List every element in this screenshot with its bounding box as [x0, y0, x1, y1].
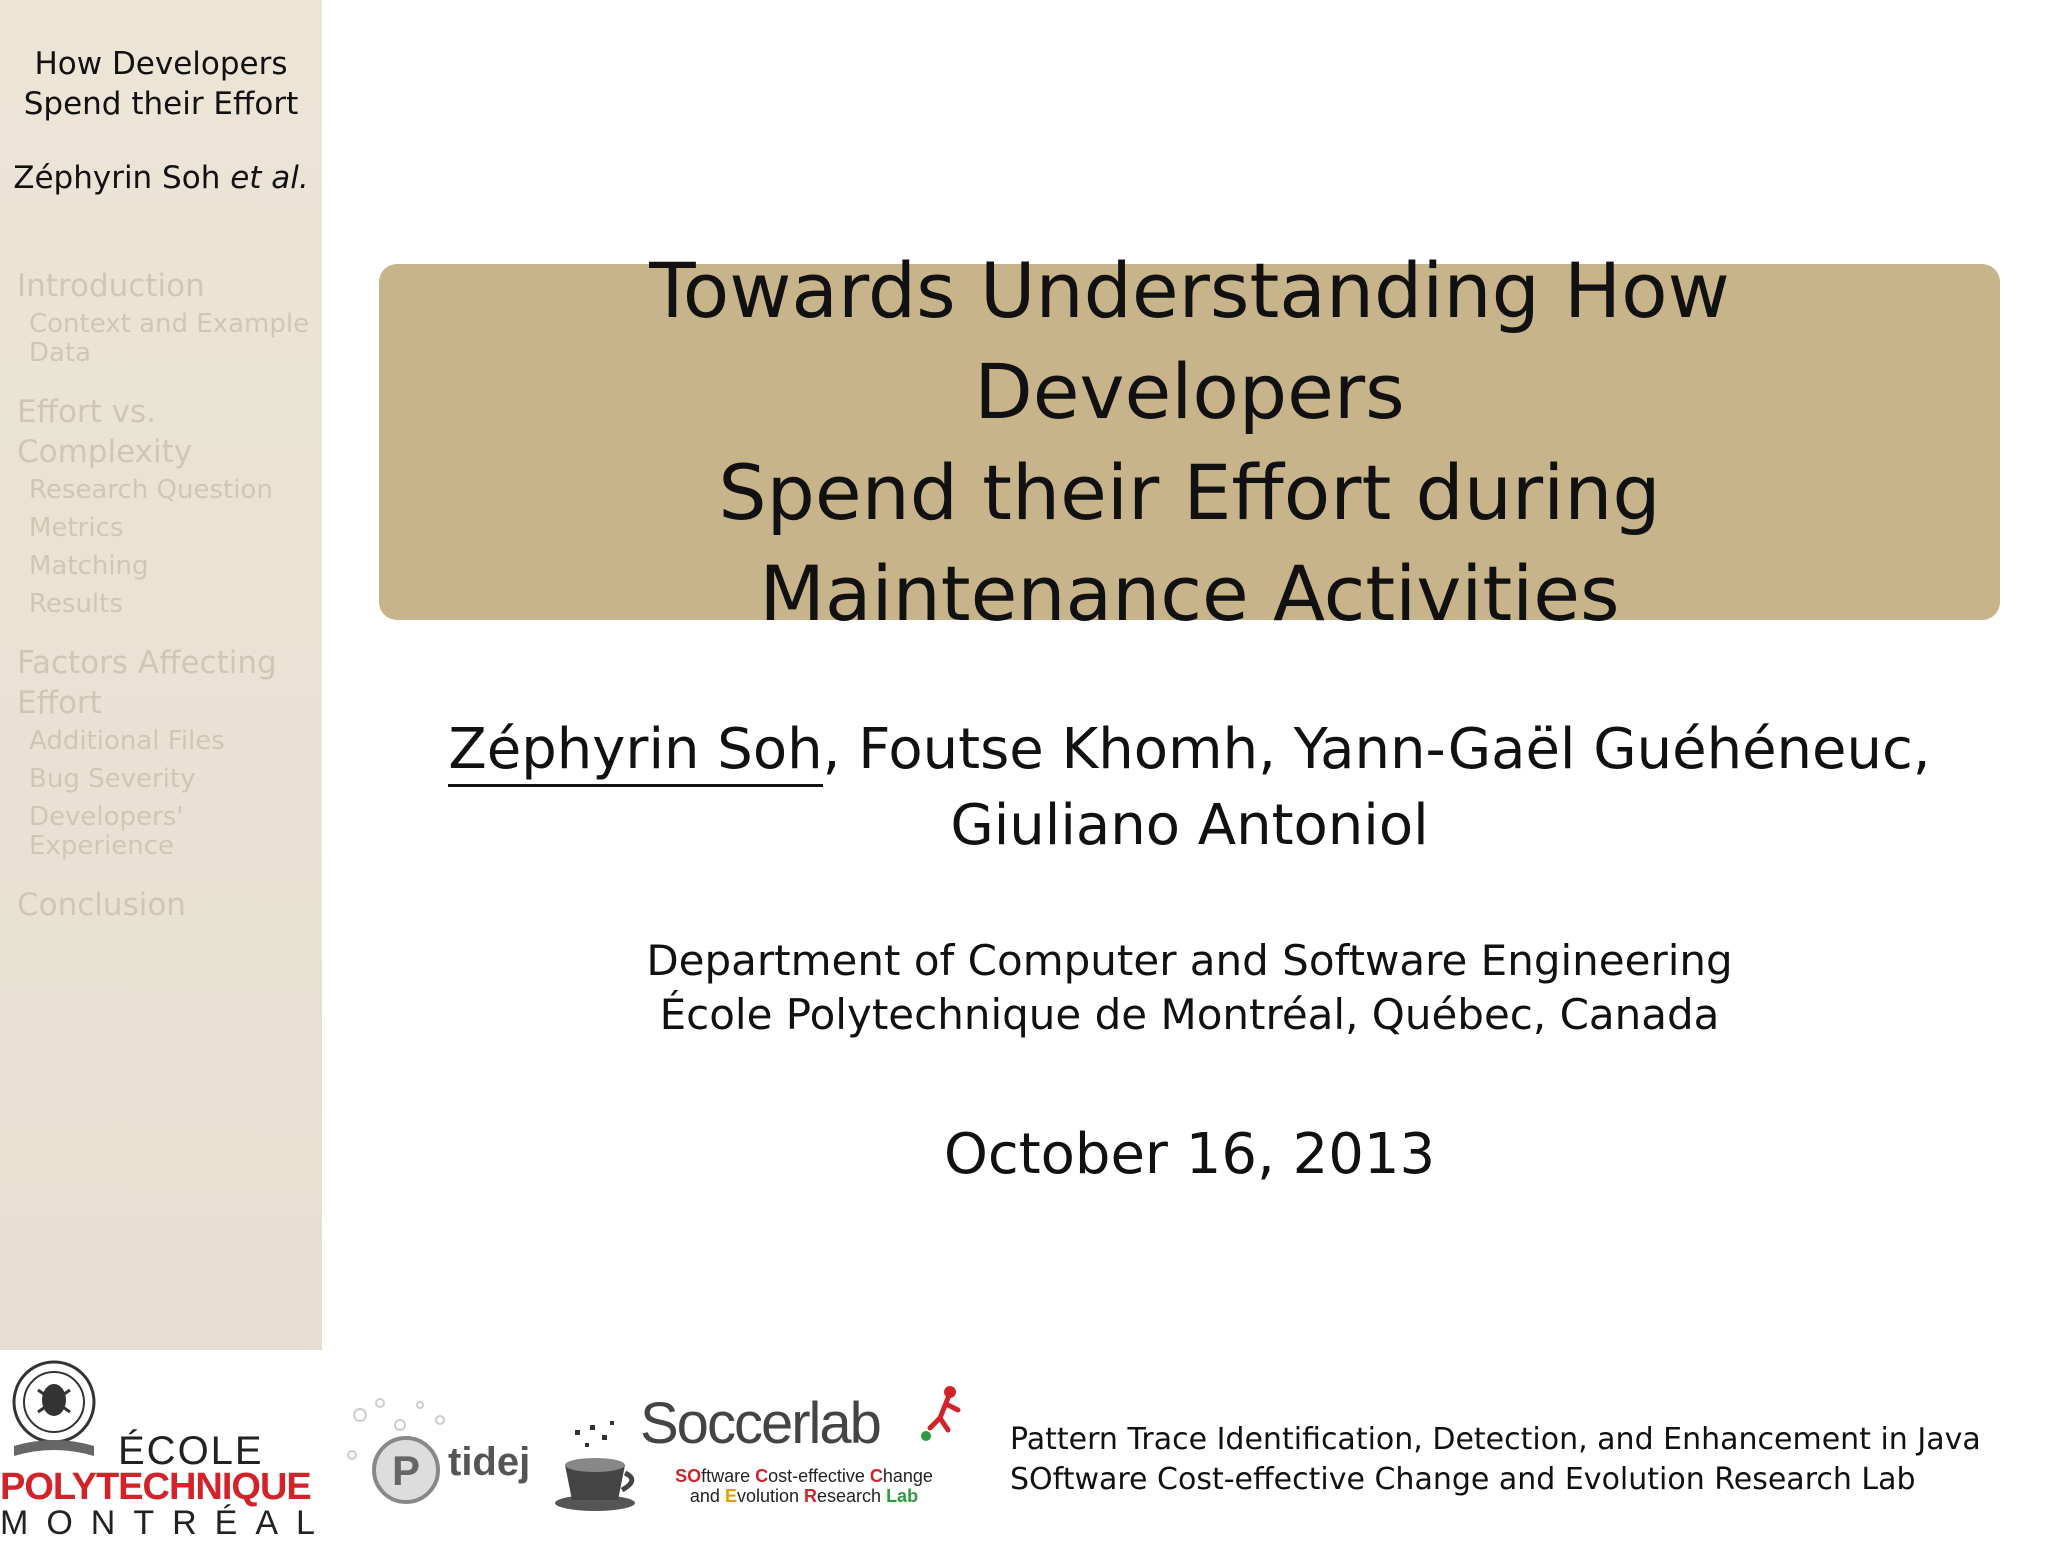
- footer-lab-line2: SOftware Cost-effective Change and Evolution Research Lab: [1010, 1462, 1916, 1497]
- toc-section-label-line2: Complexity: [17, 434, 193, 470]
- ptidej-text: tidej: [448, 1440, 531, 1484]
- slide-title-line2: Spend their Effort during: [718, 448, 1661, 537]
- tag-letter: E: [724, 1486, 737, 1506]
- affiliation-line1: Department of Computer and Software Engineering: [646, 936, 1733, 985]
- footer-lab-line1: Pattern Trace Identification, Detection, and Enhancement in Java: [1010, 1422, 1981, 1457]
- presentation-date: October 16, 2013: [943, 1122, 1436, 1187]
- short-title-line2: Spend their Effort: [23, 86, 299, 122]
- polytechnique-logo: [0, 1354, 333, 1542]
- toc-sub-metrics[interactable]: Metrics: [29, 513, 124, 543]
- soccerlab-name: Soccerlab: [640, 1391, 880, 1456]
- short-author-name: Zéphyrin Soh: [13, 160, 221, 196]
- tag-text: volution: [736, 1486, 805, 1506]
- coauthors-line2: Giuliano Antoniol: [950, 793, 1429, 858]
- sidebar: [0, 0, 322, 1350]
- tag-letter: R: [804, 1486, 818, 1506]
- toc-sub-data[interactable]: Data: [29, 338, 92, 368]
- toc-section-introduction[interactable]: Introduction: [17, 268, 205, 304]
- slide-title-line1: Towards Understanding How Developers: [649, 246, 1730, 436]
- tag-letter: SO: [675, 1466, 702, 1486]
- presenter-name: Zéphyrin Soh: [448, 717, 822, 787]
- authors: [379, 712, 2000, 864]
- soccer-player-icon: [918, 1384, 968, 1444]
- tag-text: and: [689, 1486, 725, 1506]
- ptidej-p-letter: P: [391, 1447, 421, 1494]
- toc-section-label-line1: Factors Affecting: [17, 645, 277, 681]
- short-author: [0, 160, 322, 196]
- toc-section-label-line2: Effort: [17, 685, 102, 721]
- toc-section-label-line1: Effort vs.: [17, 394, 157, 430]
- tag-letter: C: [755, 1466, 769, 1486]
- ptidej-logo: [340, 1385, 640, 1525]
- affiliation: [379, 934, 2000, 1042]
- tag-text: ost-effective: [768, 1466, 870, 1486]
- toc-section-conclusion[interactable]: Conclusion: [17, 887, 186, 923]
- toc-section-effort-vs-complexity[interactable]: [0, 392, 322, 472]
- toc-sub-results[interactable]: Results: [29, 589, 123, 619]
- toc-section-factors-affecting-effort[interactable]: [0, 643, 322, 723]
- toc-sub-developers-experience[interactable]: [0, 803, 322, 861]
- tag-text: hange: [882, 1466, 933, 1486]
- affiliation-line2: École Polytechnique de Montréal, Québec, Canada: [659, 990, 1720, 1039]
- toc-sub-context-and-example[interactable]: Context and Example: [29, 309, 310, 339]
- polytechnique-name-text: POLYTECHNIQUE: [0, 1466, 311, 1508]
- title-box: [379, 246, 2000, 638]
- tag-letter: C: [869, 1466, 883, 1486]
- table-of-contents: [0, 266, 322, 925]
- polytechnique-city-text: MONTRÉAL: [0, 1504, 333, 1542]
- toc-sub-matching[interactable]: Matching: [29, 551, 149, 581]
- footer-lab-names: [1010, 1420, 1981, 1500]
- toc-sub-additional-files[interactable]: Additional Files: [29, 726, 225, 756]
- slide-title-line3: Maintenance Activities: [759, 549, 1620, 638]
- short-title-line1: How Developers: [34, 46, 288, 82]
- tag-text: ftware: [701, 1466, 756, 1486]
- soccerlab-logo: [640, 1390, 960, 1530]
- toc-sub-label-line1: Developers': [29, 802, 184, 832]
- short-title: [0, 44, 322, 124]
- toc-sub-label-line2: Experience: [29, 831, 174, 861]
- tag-letter: Lab: [886, 1486, 919, 1506]
- polytechnique-ecole-text: ÉCOLE: [118, 1429, 264, 1473]
- polytechnique-seal-icon: [8, 1354, 100, 1466]
- tag-text: esearch: [817, 1486, 887, 1506]
- toc-sub-research-question[interactable]: Research Question: [29, 475, 273, 505]
- toc-sub-bug-severity[interactable]: Bug Severity: [29, 764, 196, 794]
- soccerlab-tagline-line2: [644, 1486, 964, 1507]
- short-author-suffix: et al.: [230, 160, 309, 196]
- coauthors-line1: , Foutse Khomh, Yann-Gaël Guéhéneuc,: [822, 717, 1931, 782]
- soccerlab-tagline-line1: [644, 1466, 964, 1487]
- slide-title: [440, 240, 1940, 644]
